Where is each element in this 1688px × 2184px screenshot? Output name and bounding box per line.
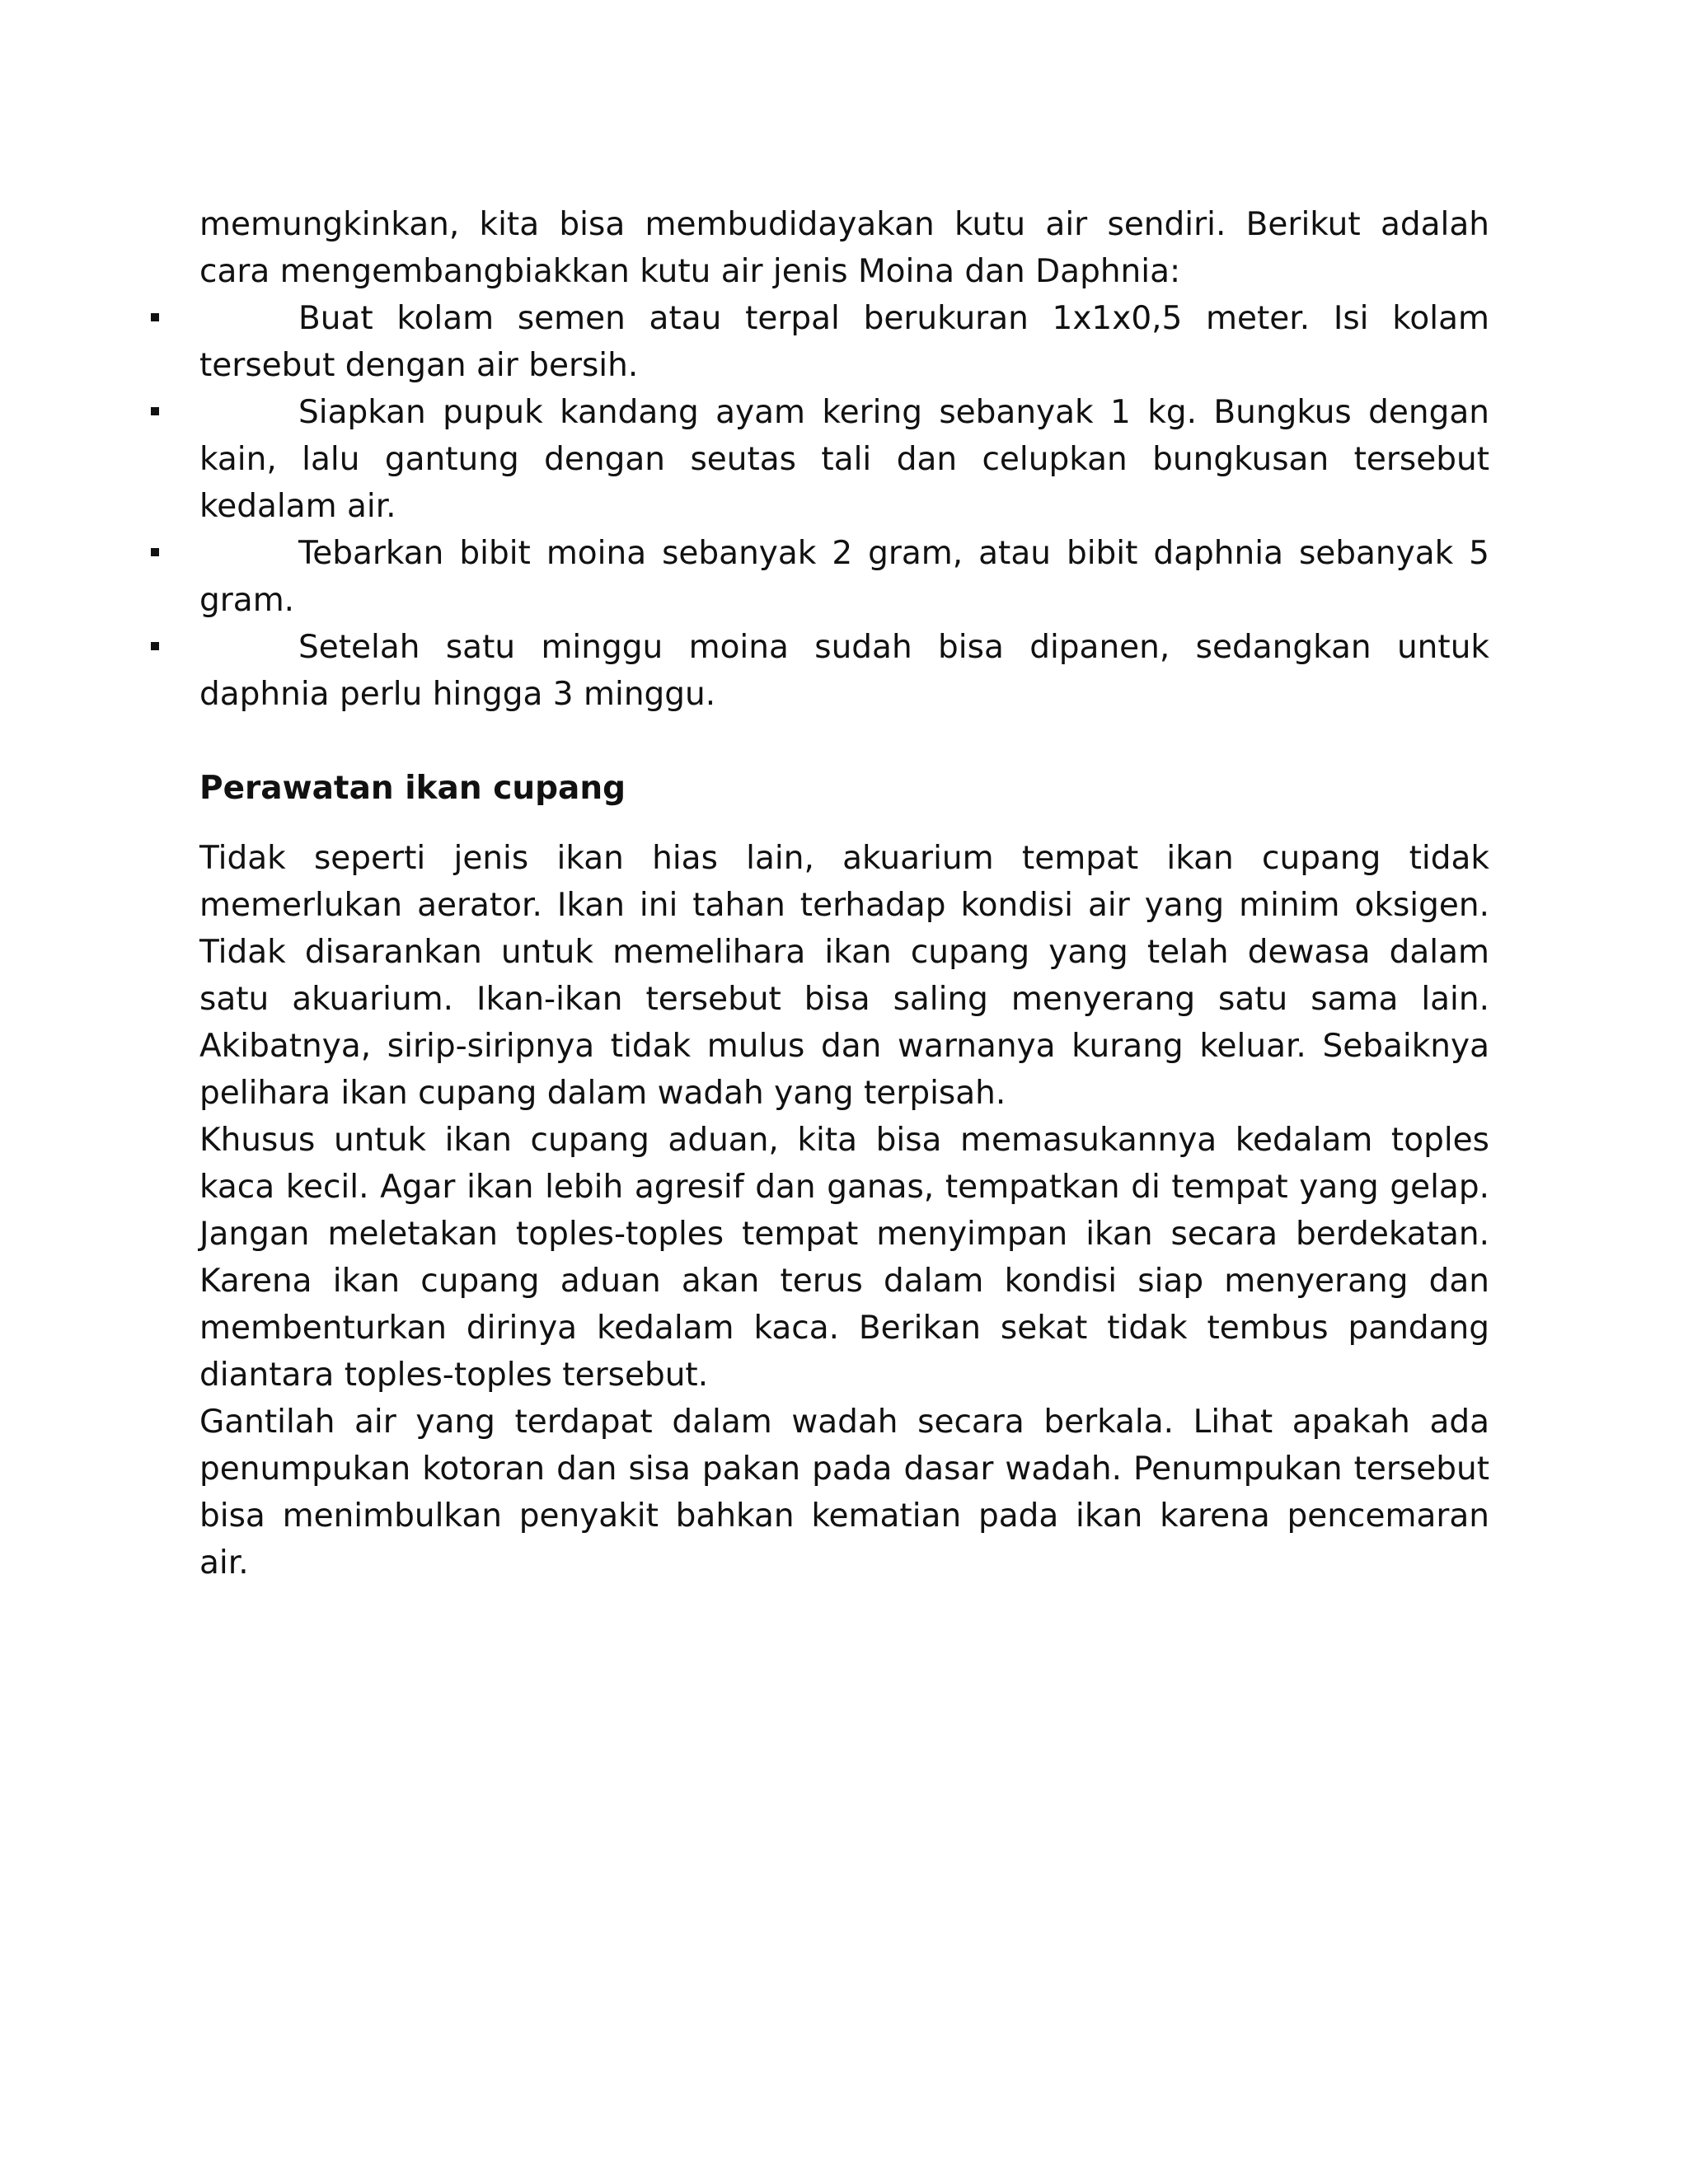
section-heading: Perawatan ikan cupang <box>199 770 626 807</box>
page-content <box>199 201 1489 1586</box>
list-item <box>199 530 1489 624</box>
body-paragraph: Khusus untuk ikan cupang aduan, kita bisa memasukannya kedalam toples kaca kecil. Agar ikan lebih agresif dan ganas, tempatkan di tempat yang gelap. Jangan meletakan toples-toples tempat menyimpan ikan secara berdekatan. Karena ikan cupang aduan akan terus dalam kondisi siap menyerang dan membenturkan dirinya kedalam kaca. Berikan sekat tidak tembus pandang diantara toples-toples tersebut. <box>199 1122 1489 1394</box>
list-item <box>199 624 1489 718</box>
list-item <box>199 295 1489 389</box>
body-paragraph: Gantilah air yang terdapat dalam wadah secara berkala. Lihat apakah ada penumpukan kotoran dan sisa pakan pada dasar wadah. Penumpukan tersebut bisa menimbulkan penyakit bahkan kematian pada ikan karena pencemaran air. <box>199 1404 1489 1582</box>
intro-paragraph: memungkinkan, kita bisa membudidayakan kutu air sendiri. Berikut adalah cara mengembangbiakkan kutu air jenis Moina dan Daphnia: <box>199 206 1489 290</box>
square-bullet-icon <box>151 313 159 321</box>
square-bullet-icon <box>151 407 159 415</box>
square-bullet-icon <box>151 642 159 650</box>
list-item-text: Siapkan pupuk kandang ayam kering sebanyak 1 kg. Bungkus dengan kain, lalu gantung dengan seutas tali dan celupkan bungkusan tersebut kedalam air. <box>199 394 1489 525</box>
list-item-text: Tebarkan bibit moina sebanyak 2 gram, atau bibit daphnia sebanyak 5 gram. <box>199 535 1489 619</box>
square-bullet-icon <box>151 548 159 556</box>
list-item-text: Setelah satu minggu moina sudah bisa dipanen, sedangkan untuk daphnia perlu hingga 3 minggu. <box>199 629 1489 713</box>
list-item-text: Buat kolam semen atau terpal berukuran 1x1x0,5 meter. Isi kolam tersebut dengan air bersih. <box>199 300 1489 384</box>
list-item <box>199 389 1489 530</box>
breeding-steps-list <box>199 295 1489 718</box>
body-paragraph: Tidak seperti jenis ikan hias lain, akuarium tempat ikan cupang tidak memerlukan aerator. Ikan ini tahan terhadap kondisi air yang minim oksigen. Tidak disarankan untuk memelihara ikan cupang yang telah dewasa dalam satu akuarium. Ikan-ikan tersebut bisa saling menyerang satu sama lain. Akibatnya, sirip-siripnya tidak mulus dan warnanya kurang keluar. Sebaiknya pelihara ikan cupang dalam wadah yang terpisah. <box>199 840 1489 1112</box>
